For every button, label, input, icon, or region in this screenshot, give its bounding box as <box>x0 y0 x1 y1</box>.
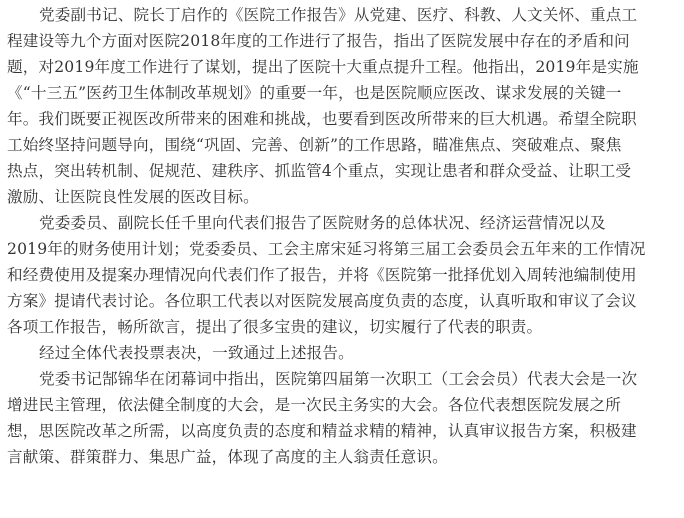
paragraph-vote-result <box>7 340 679 366</box>
paragraph-finance-report <box>7 210 679 340</box>
text-line: 和经费使用及提案办理情况向代表们作了报告，并将《医院第一批择优划入周转池编制使用 <box>7 266 637 284</box>
text-line: 程建设等九个方面对医院2018年度的工作进行了报告，指出了医院发展中存在的矛盾和问 <box>7 32 630 50</box>
text-line: 各项工作报告，畅所欲言，提出了很多宝贵的建议，切实履行了代表的职责。 <box>7 318 543 336</box>
text-line: 党委副书记、院长丁启作的《医院工作报告》从党建、医疗、科教、人文关怀、重点工 <box>39 6 638 24</box>
text-line: 想，思医院改革之所需，以高度负责的态度和精益求精的精神，认真审议报告方案，积极建 <box>7 422 637 440</box>
text-line: 工始终坚持问题导向，围绕“巩固、完善、创新”的工作思路，瞄准焦点、突破难点、聚焦 <box>7 136 622 154</box>
article-body <box>7 2 679 470</box>
paragraph-closing-speech <box>7 366 679 470</box>
text-line: 增进民主管理，依法健全制度的大会，是一次民主务实的大会。各位代表想医院发展之所 <box>7 396 622 414</box>
text-line: 经过全体代表投票表决，一致通过上述报告。 <box>39 344 354 362</box>
text-line: 题，对2019年度工作进行了谋划，提出了医院十大重点提升工程。他指出，2019年是实施 <box>7 58 639 76</box>
text-line: 党委书记郜锦华在闭幕词中指出，医院第四届第一次职工（工会会员）代表大会是一次 <box>39 370 638 388</box>
text-line: 言献策、群策群力、集思广益，体现了高度的主人翁责任意识。 <box>7 448 448 466</box>
text-line: 党委委员、副院长任千里向代表们报告了医院财务的总体状况、经济运营情况以及 <box>39 214 606 232</box>
text-line: 激励、让医院良性发展的医改目标。 <box>7 188 259 206</box>
text-line: 《“十三五”医药卫生体制改革规划》的重要一年，也是医院顺应医改、谋求发展的关键一 <box>7 84 622 102</box>
text-line: 年。我们既要正视医改所带来的困难和挑战，也要看到医改所带来的巨大机遇。希望全院职 <box>7 110 637 128</box>
text-line: 热点，突出转机制、促规范、建秩序、抓监管4个重点，实现让患者和群众受益、让职工受 <box>7 162 632 180</box>
text-line: 方案》提请代表讨论。各位职工代表以对医院发展高度负责的态度，认真听取和审议了会议 <box>7 292 637 310</box>
text-line: 2019年的财务使用计划；党委委员、工会主席宋延习将第三届工会委员会五年来的工作情况 <box>7 240 646 258</box>
paragraph-work-report <box>7 2 679 210</box>
